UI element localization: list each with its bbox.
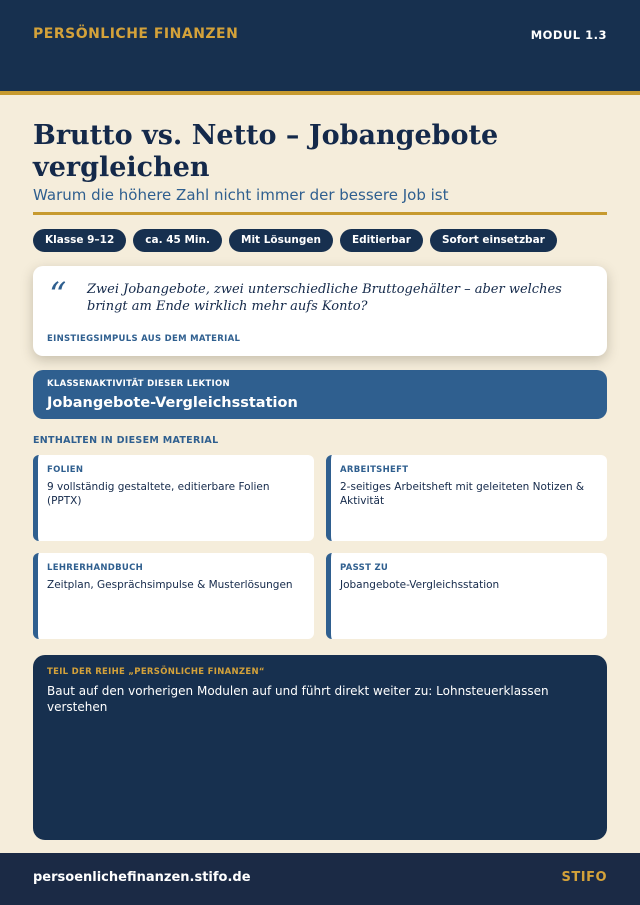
card-workbook	[326, 455, 607, 541]
activity-label: KLASSENAKTIVITÄT DIESER LEKTION	[47, 379, 230, 389]
card-label: ARBEITSHEFT	[340, 465, 409, 475]
tag-grade: Klasse 9–12	[33, 229, 126, 252]
page-subtitle: Warum die höhere Zahl nicht immer der bessere Job ist	[33, 186, 449, 204]
page-header	[0, 0, 640, 91]
title-divider	[33, 212, 607, 215]
card-teacher-guide	[33, 553, 314, 639]
tag-duration: ca. 45 Min.	[133, 229, 222, 252]
quote-card	[33, 266, 607, 356]
page-title: Brutto vs. Netto – Jobangebote vergleichen	[33, 120, 499, 183]
card-label: PASST ZU	[340, 563, 389, 573]
card-slides	[33, 455, 314, 541]
footer-url-link[interactable]: persoenlichefinanzen.stifo.de	[33, 870, 251, 885]
tag-solutions: Mit Lösungen	[229, 229, 333, 252]
card-text: 9 vollständig gestaltete, editierbare Folien (PPTX)	[47, 481, 270, 507]
series-label: TEIL DER REIHE „PERSÖNLICHE FINANZEN“	[47, 667, 265, 677]
card-label: FOLIEN	[47, 465, 84, 475]
activity-banner	[33, 370, 607, 419]
quote-text: Zwei Jobangebote, zwei unterschiedliche Bruttogehälter – aber welches bringt am Ende wirklich mehr aufs Konto?	[87, 282, 562, 314]
quote-source: EINSTIEGSIMPULS AUS DEM MATERIAL	[47, 334, 241, 344]
series-box	[33, 655, 607, 840]
header-divider	[0, 91, 640, 95]
card-text: 2-seitiges Arbeitsheft mit geleiteten Notizen & Aktivität	[340, 481, 585, 507]
module-label: MODUL 1.3	[530, 28, 607, 42]
card-text: Jobangebote-Vergleichsstation	[340, 579, 500, 591]
card-matches	[326, 553, 607, 639]
footer-brand: STIFO	[561, 870, 607, 885]
card-text: Zeitplan, Gesprächsimpulse & Musterlösungen	[47, 579, 293, 591]
brand-label: PERSÖNLICHE FINANZEN	[33, 26, 239, 42]
tag-editable: Editierbar	[340, 229, 423, 252]
card-label: LEHRERHANDBUCH	[47, 563, 144, 573]
contents-heading: ENTHALTEN IN DIESEM MATERIAL	[33, 435, 219, 446]
tag-ready: Sofort einsetzbar	[430, 229, 557, 252]
series-text: Baut auf den vorherigen Modulen auf und führt direkt weiter zu: Lohnsteuerklassen verstehen	[47, 684, 549, 714]
page-footer	[0, 853, 640, 905]
quote-icon: “	[49, 275, 67, 315]
tag-list	[33, 229, 557, 252]
activity-title: Jobangebote-Vergleichsstation	[47, 395, 298, 411]
